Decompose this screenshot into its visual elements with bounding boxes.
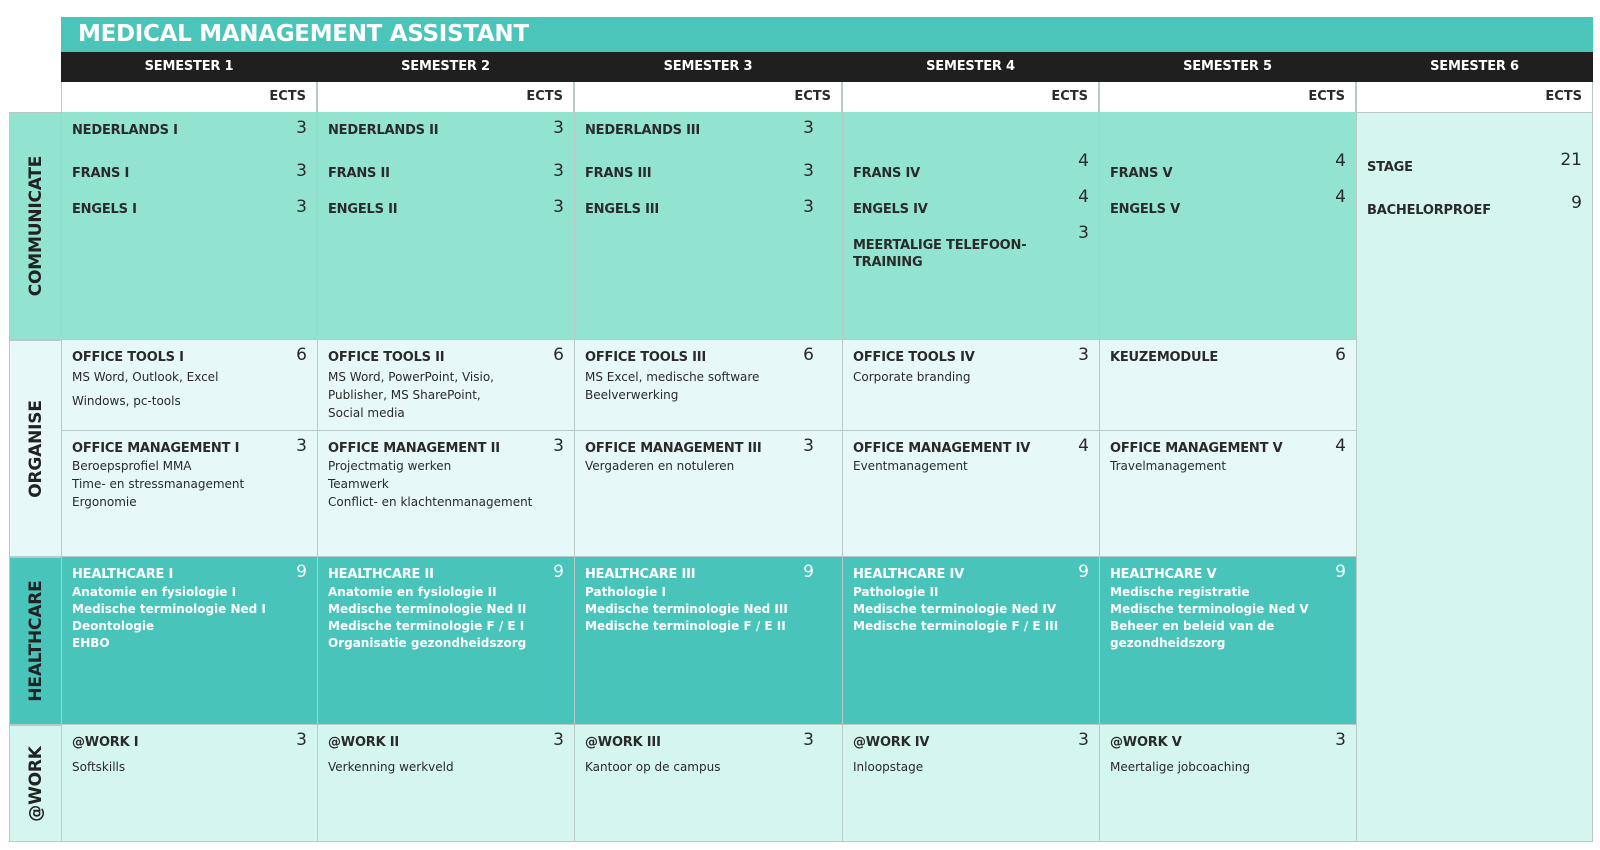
course-office-tools-3	[585, 345, 814, 404]
course-ects: 3	[296, 161, 307, 181]
course-keuzemodule	[1110, 345, 1346, 366]
course-work-2	[328, 730, 564, 776]
course-ects: 4	[1335, 187, 1346, 207]
course-work-3	[585, 730, 814, 776]
course-office-tools-1	[72, 345, 307, 410]
course-ects: 3	[803, 197, 814, 217]
row-label-healthcare	[9, 557, 61, 725]
course-healthcare-3	[585, 562, 814, 635]
course-detail: Travelmanagement	[1110, 459, 1227, 473]
cell-work-s4	[842, 725, 1099, 842]
course-detail: Anatomie en fysiologie II	[328, 585, 497, 599]
course-ects: 3	[296, 730, 307, 750]
course-detail: Conflict- en klachtenmanagement	[328, 495, 533, 509]
cell-communicate-s5	[1099, 112, 1356, 340]
course-engels-3	[585, 197, 814, 218]
course-office-management-1	[72, 436, 307, 511]
course-ects: 4	[1078, 187, 1089, 207]
course-detail: Eventmanagement	[853, 459, 968, 473]
cell-organise-mgmt-s4	[842, 431, 1099, 557]
course-detail: Publisher, MS SharePoint,	[328, 388, 481, 402]
cell-communicate-s3	[574, 112, 842, 340]
ects-header	[842, 82, 1099, 112]
course-detail: Medische terminologie Ned II	[328, 602, 527, 616]
course-ects: 4	[1335, 436, 1346, 456]
course-ects: 6	[803, 345, 814, 365]
course-ects: 9	[296, 562, 307, 582]
course-detail: Organisatie gezondheidszorg	[328, 636, 527, 650]
course-name: FRANS I	[72, 166, 130, 181]
course-office-management-5	[1110, 436, 1346, 475]
course-name: OFFICE TOOLS I	[72, 350, 184, 365]
course-detail: Medische terminologie Ned V	[1110, 602, 1309, 616]
course-name: ENGELS I	[72, 202, 137, 217]
course-work-1	[72, 730, 307, 776]
cell-organise-tools-s1	[61, 340, 317, 431]
course-detail: Verkenning werkveld	[328, 760, 454, 774]
course-name: HEALTHCARE II	[328, 567, 434, 582]
course-name: FRANS III	[585, 166, 652, 181]
cell-semester-6	[1356, 112, 1593, 842]
course-detail: Softskills	[72, 760, 126, 774]
cell-healthcare-s1	[61, 557, 317, 725]
course-ects: 21	[1560, 150, 1582, 170]
course-ects: 3	[1078, 345, 1089, 365]
cell-healthcare-s2	[317, 557, 574, 725]
course-detail: MS Word, Outlook, Excel	[72, 370, 219, 384]
course-name: OFFICE MANAGEMENT IV	[853, 441, 1031, 456]
semester-label: SEMESTER 4	[926, 59, 1015, 74]
course-name: FRANS IV	[853, 166, 921, 181]
course-ects: 3	[553, 436, 564, 456]
course-name: HEALTHCARE I	[72, 567, 174, 582]
course-detail: Medische registratie	[1110, 585, 1250, 599]
course-name: HEALTHCARE V	[1110, 567, 1217, 582]
course-detail: Windows, pc-tools	[72, 394, 181, 408]
course-ects: 4	[1335, 151, 1346, 171]
course-detail: Projectmatig werken	[328, 459, 452, 473]
course-ects: 3	[1078, 730, 1089, 750]
ects-header	[1356, 82, 1593, 112]
course-detail: EHBO	[72, 636, 110, 650]
course-ects: 9	[1571, 193, 1582, 213]
course-ects: 6	[296, 345, 307, 365]
course-ects: 9	[553, 562, 564, 582]
course-engels-4	[853, 187, 1089, 218]
course-detail: Time- en stressmanagement	[72, 477, 245, 491]
ects-label: ECTS	[794, 89, 831, 104]
course-healthcare-2	[328, 562, 564, 652]
course-ects: 3	[553, 161, 564, 181]
course-detail: Ergonomie	[72, 495, 137, 509]
cell-healthcare-s5	[1099, 557, 1356, 725]
semester-label: SEMESTER 1	[144, 59, 234, 74]
course-name: @WORK V	[1110, 735, 1182, 750]
course-detail: Medische terminologie F / E III	[853, 619, 1059, 633]
ects-label: ECTS	[1051, 89, 1088, 104]
course-work-5	[1110, 730, 1346, 776]
cell-communicate-s1	[61, 112, 317, 340]
course-ects: 3	[1078, 223, 1089, 243]
course-name: ENGELS IV	[853, 202, 928, 217]
course-telefoon	[853, 223, 1089, 271]
course-name: STAGE	[1367, 160, 1413, 175]
course-ects: 3	[803, 161, 814, 181]
title-bar	[61, 17, 1593, 52]
course-name: OFFICE MANAGEMENT II	[328, 441, 500, 456]
course-name: BACHELORPROEF	[1367, 203, 1491, 218]
cell-organise-mgmt-s1	[61, 431, 317, 557]
course-office-tools-4	[853, 345, 1089, 386]
course-engels-5	[1110, 187, 1346, 218]
course-detail: Inloopstage	[853, 760, 924, 774]
course-ects: 3	[803, 730, 814, 750]
cell-organise-tools-s2	[317, 340, 574, 431]
course-name: @WORK I	[72, 735, 139, 750]
course-name: ENGELS V	[1110, 202, 1180, 217]
row-label-text: @WORK	[25, 745, 46, 822]
cell-work-s5	[1099, 725, 1356, 842]
course-detail: Corporate branding	[853, 370, 971, 384]
cell-organise-tools-s5	[1099, 340, 1356, 431]
course-name: HEALTHCARE III	[585, 567, 696, 582]
course-detail: MS Excel, medische software	[585, 370, 760, 384]
course-detail: Medische terminologie Ned I	[72, 602, 266, 616]
course-ects: 4	[1078, 436, 1089, 456]
course-ects: 3	[553, 730, 564, 750]
ects-label: ECTS	[1308, 89, 1345, 104]
cell-communicate-s2	[317, 112, 574, 340]
semester-header-1	[61, 52, 317, 82]
course-ects: 3	[296, 118, 307, 138]
ects-label: ECTS	[526, 89, 563, 104]
course-ects: 9	[803, 562, 814, 582]
course-name: @WORK III	[585, 735, 661, 750]
course-name: OFFICE MANAGEMENT V	[1110, 441, 1283, 456]
course-ects: 3	[803, 436, 814, 456]
cell-work-s2	[317, 725, 574, 842]
row-label-text: HEALTHCARE	[25, 580, 46, 702]
course-nederlands-1	[72, 118, 307, 139]
course-name: MEERTALIGE TELEFOON-TRAINING	[853, 238, 1027, 270]
course-engels-2	[328, 197, 564, 218]
course-name: ENGELS II	[328, 202, 398, 217]
semester-header-3	[574, 52, 842, 82]
course-bachelorproef	[1367, 193, 1582, 219]
course-detail: Medische terminologie Ned III	[585, 602, 788, 616]
semester-label: SEMESTER 2	[401, 59, 490, 74]
course-name: FRANS V	[1110, 166, 1173, 181]
course-frans-4	[853, 151, 1089, 182]
ects-header	[574, 82, 842, 112]
course-detail: Beelverwerking	[585, 388, 679, 402]
row-label-organise	[9, 340, 61, 557]
course-office-management-2	[328, 436, 564, 511]
course-detail: MS Word, PowerPoint, Visio,	[328, 370, 494, 384]
cell-healthcare-s4	[842, 557, 1099, 725]
cell-work-s3	[574, 725, 842, 842]
course-healthcare-4	[853, 562, 1089, 635]
course-name: OFFICE MANAGEMENT III	[585, 441, 762, 456]
course-name: @WORK IV	[853, 735, 930, 750]
course-office-management-3	[585, 436, 814, 475]
course-work-4	[853, 730, 1089, 776]
course-detail: Vergaderen en notuleren	[585, 459, 735, 473]
course-ects: 3	[296, 436, 307, 456]
course-name: NEDERLANDS II	[328, 123, 439, 138]
row-label-text: COMMUNICATE	[25, 155, 46, 297]
course-ects: 9	[1078, 562, 1089, 582]
course-detail: Pathologie II	[853, 585, 939, 599]
course-name: OFFICE TOOLS III	[585, 350, 707, 365]
ects-header	[61, 82, 317, 112]
row-label-work	[9, 725, 61, 842]
cell-work-s1	[61, 725, 317, 842]
course-name: OFFICE TOOLS IV	[853, 350, 975, 365]
ects-label: ECTS	[1545, 89, 1582, 104]
course-frans-5	[1110, 151, 1346, 182]
course-name: NEDERLANDS I	[72, 123, 178, 138]
course-engels-1	[72, 197, 307, 218]
cell-communicate-s4	[842, 112, 1099, 340]
course-ects: 3	[803, 118, 814, 138]
course-detail: Deontologie	[72, 619, 155, 633]
course-ects: 3	[553, 118, 564, 138]
course-nederlands-3	[585, 118, 814, 139]
semester-header-2	[317, 52, 574, 82]
course-stage	[1367, 150, 1582, 176]
course-detail: Beroepsprofiel MMA	[72, 459, 192, 473]
cell-organise-mgmt-s3	[574, 431, 842, 557]
course-detail: Anatomie en fysiologie I	[72, 585, 237, 599]
cell-healthcare-s3	[574, 557, 842, 725]
ects-label: ECTS	[269, 89, 306, 104]
course-office-management-4	[853, 436, 1089, 475]
cell-organise-tools-s4	[842, 340, 1099, 431]
cell-organise-tools-s3	[574, 340, 842, 431]
course-detail: Medische terminologie Ned IV	[853, 602, 1057, 616]
course-detail: gezondheidszorg	[1110, 636, 1226, 650]
course-name: ENGELS III	[585, 202, 659, 217]
row-label-communicate	[9, 112, 61, 340]
page-title: MEDICAL MANAGEMENT ASSISTANT	[78, 21, 529, 47]
course-ects: 3	[1335, 730, 1346, 750]
course-detail: Pathologie I	[585, 585, 666, 599]
ects-header	[317, 82, 574, 112]
semester-header-6	[1356, 52, 1593, 82]
course-ects: 9	[1335, 562, 1346, 582]
course-name: OFFICE MANAGEMENT I	[72, 441, 240, 456]
course-detail: Kantoor op de campus	[585, 760, 721, 774]
semester-header-5	[1099, 52, 1356, 82]
ects-header	[1099, 82, 1356, 112]
course-office-tools-2	[328, 345, 564, 422]
course-ects: 6	[1335, 345, 1346, 365]
course-frans-1	[72, 161, 307, 182]
course-frans-3	[585, 161, 814, 182]
course-name: HEALTHCARE IV	[853, 567, 965, 582]
semester-label: SEMESTER 3	[663, 59, 753, 74]
course-name: FRANS II	[328, 166, 390, 181]
course-ects: 4	[1078, 151, 1089, 171]
course-name: NEDERLANDS III	[585, 123, 701, 138]
semester-label: SEMESTER 6	[1430, 59, 1519, 74]
course-nederlands-2	[328, 118, 564, 139]
course-name: OFFICE TOOLS II	[328, 350, 445, 365]
cell-organise-mgmt-s2	[317, 431, 574, 557]
semester-label: SEMESTER 5	[1183, 59, 1272, 74]
course-healthcare-5	[1110, 562, 1346, 652]
course-frans-2	[328, 161, 564, 182]
course-name: @WORK II	[328, 735, 400, 750]
course-detail: Meertalige jobcoaching	[1110, 760, 1250, 774]
course-detail: Medische terminologie F / E II	[585, 619, 786, 633]
cell-organise-mgmt-s5	[1099, 431, 1356, 557]
course-ects: 3	[296, 197, 307, 217]
semester-header-4	[842, 52, 1099, 82]
course-detail: Beheer en beleid van de	[1110, 619, 1275, 633]
course-detail: Teamwerk	[328, 477, 389, 491]
course-detail: Social media	[328, 406, 405, 420]
row-label-text: ORGANISE	[25, 399, 46, 498]
course-name: KEUZEMODULE	[1110, 350, 1219, 365]
course-ects: 3	[553, 197, 564, 217]
course-healthcare-1	[72, 562, 307, 652]
course-detail: Medische terminologie F / E I	[328, 619, 525, 633]
course-ects: 6	[553, 345, 564, 365]
